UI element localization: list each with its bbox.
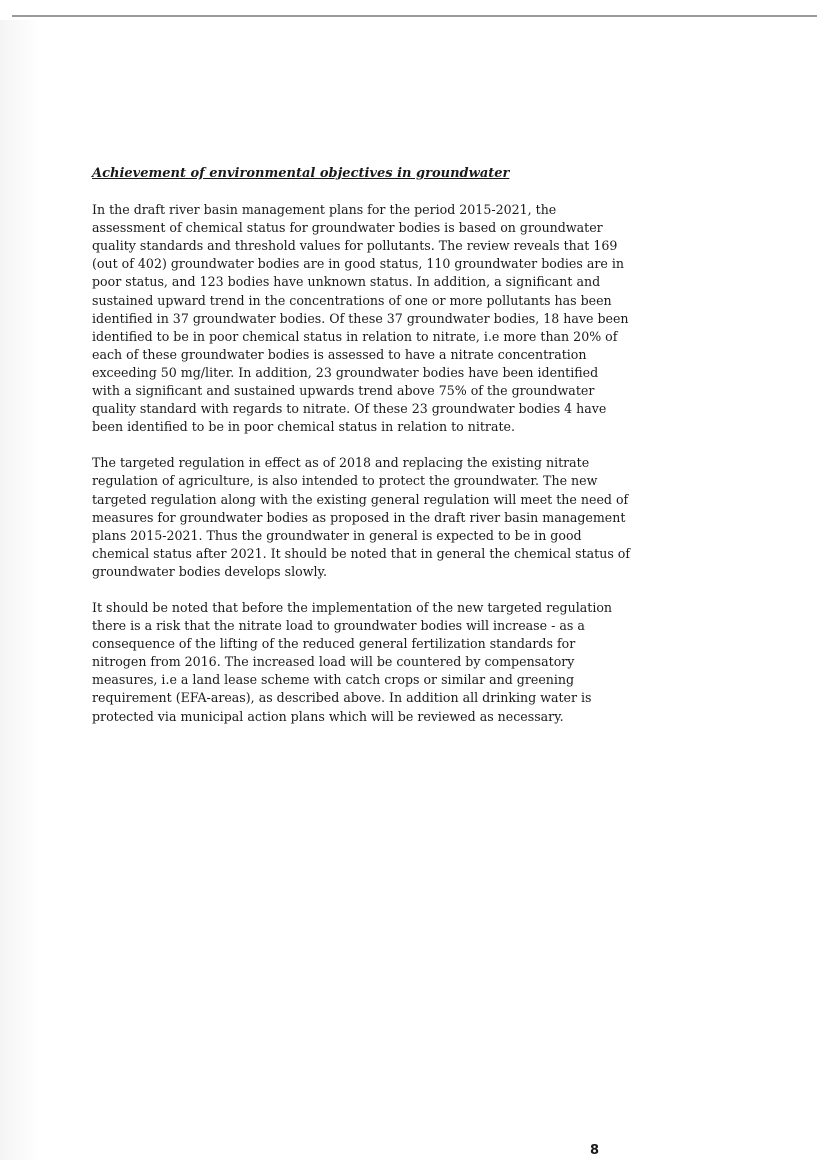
text-line: requirement (EFA-areas), as described above. In addition all drinking water is bbox=[92, 690, 592, 706]
text-line: identified to be in poor chemical status in relation to nitrate, i.e more than 20% of bbox=[92, 328, 618, 344]
text-line: plans 2015-2021. Thus the groundwater in general is expected to be in good bbox=[92, 527, 582, 543]
text-line: measures for groundwater bodies as proposed in the draft river basin management bbox=[92, 509, 626, 525]
text-line: (out of 402) groundwater bodies are in good status, 110 groundwater bodies are in bbox=[92, 256, 624, 272]
text-line: nitrogen from 2016. The increased load will be countered by compensatory bbox=[92, 654, 575, 670]
text-line: The targeted regulation in effect as of 2018 and replacing the existing nitrate bbox=[92, 455, 590, 471]
text-line: sustained upward trend in the concentrations of one or more pollutants has been bbox=[92, 292, 612, 308]
top-rule bbox=[12, 15, 817, 17]
text-line: quality standard with regards to nitrate. Of these 23 groundwater bodies 4 have bbox=[92, 401, 607, 417]
page-number: 8 bbox=[590, 1143, 600, 1158]
text-line: been identified to be in poor chemical status in relation to nitrate. bbox=[92, 419, 515, 435]
text-line: regulation of agriculture, is also intended to protect the groundwater. The new bbox=[92, 473, 598, 489]
text-line: poor status, and 123 bodies have unknown status. In addition, a significant and bbox=[92, 274, 601, 290]
scan-edge-shading bbox=[0, 20, 40, 1160]
text-line: assessment of chemical status for groundwater bodies is based on groundwater bbox=[92, 220, 603, 236]
text-line: It should be noted that before the implementation of the new targeted regulation bbox=[92, 599, 613, 615]
paragraph-nitrate-risk bbox=[92, 599, 612, 726]
text-line: In the draft river basin management plans for the period 2015-2021, the bbox=[92, 202, 557, 218]
section-heading: Achievement of environmental objectives in groundwater bbox=[92, 166, 510, 181]
text-line: measures, i.e a land lease scheme with catch crops or similar and greening bbox=[92, 672, 575, 688]
paragraph-targeted-regulation bbox=[92, 454, 631, 581]
text-line: there is a risk that the nitrate load to groundwater bodies will increase - as a bbox=[92, 618, 585, 634]
text-line: chemical status after 2021. It should be noted that in general the chemical status of bbox=[92, 545, 631, 561]
paragraph-chemical-status bbox=[92, 201, 629, 436]
text-line: consequence of the lifting of the reduced general fertilization standards for bbox=[92, 636, 576, 652]
text-line: identified in 37 groundwater bodies. Of these 37 groundwater bodies, 18 have been bbox=[92, 310, 629, 326]
text-line: targeted regulation along with the existing general regulation will meet the need of bbox=[92, 491, 629, 507]
text-line: with a significant and sustained upwards trend above 75% of the groundwater bbox=[92, 383, 595, 399]
text-line: exceeding 50 mg/liter. In addition, 23 groundwater bodies have been identified bbox=[92, 364, 599, 380]
text-line: quality standards and threshold values for pollutants. The review reveals that 169 bbox=[92, 238, 618, 254]
text-line: groundwater bodies develops slowly. bbox=[92, 563, 327, 579]
page-content bbox=[92, 165, 631, 744]
text-line: protected via municipal action plans which will be reviewed as necessary. bbox=[92, 708, 564, 724]
text-line: each of these groundwater bodies is assessed to have a nitrate concentration bbox=[92, 346, 587, 362]
